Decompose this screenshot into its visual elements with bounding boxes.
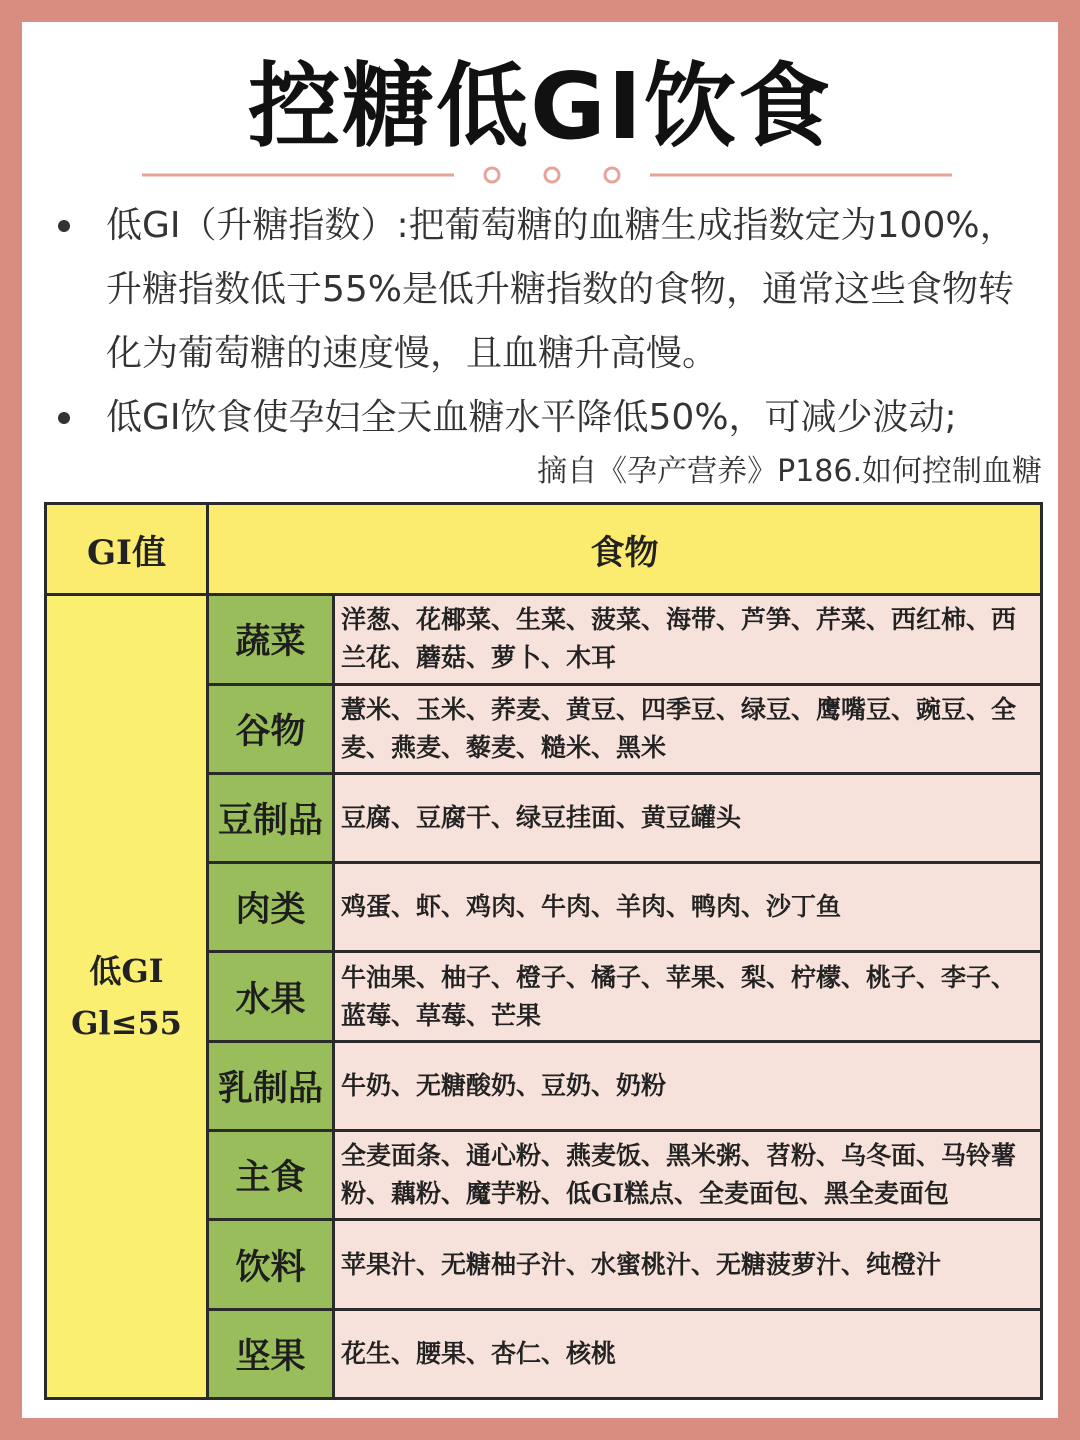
bullet-dot-icon [58, 220, 70, 232]
bullet-text: 低GI饮食使孕妇全天血糖水平降低50%，可减少波动; [106, 397, 957, 438]
bullet-item [48, 194, 1048, 386]
bullet-dot-icon [58, 412, 70, 424]
foods-cell: 豆腐、豆腐干、绿豆挂面、黄豆罐头 [334, 773, 1042, 862]
category-cell: 谷物 [208, 684, 334, 773]
header-gi-value: GI值 [46, 504, 208, 595]
bullet-text: 低GI（升糖指数）:把葡萄糖的血糖生成指数定为100%，升糖指数低于55%是低升糖指数的食物，通常这些食物转化为葡萄糖的速度慢，且血糖升高慢。 [106, 205, 1016, 374]
foods-cell: 牛奶、无糖酸奶、豆奶、奶粉 [334, 1041, 1042, 1130]
foods-cell: 牛油果、柚子、橙子、橘子、苹果、梨、柠檬、桃子、李子、蓝莓、草莓、芒果 [334, 952, 1042, 1041]
bullet-item [48, 386, 1048, 450]
intro-bullets [48, 194, 1048, 450]
foods-cell: 苹果汁、无糖柚子汁、水蜜桃汁、无糖菠萝汁、纯橙汁 [334, 1220, 1042, 1309]
gi-level-cell [46, 595, 208, 1399]
category-cell: 水果 [208, 952, 334, 1041]
foods-cell: 洋葱、花椰菜、生菜、菠菜、海带、芦笋、芹菜、西红柿、西兰花、蘑菇、萝卜、木耳 [334, 595, 1042, 684]
category-cell: 乳制品 [208, 1041, 334, 1130]
category-cell: 饮料 [208, 1220, 334, 1309]
category-cell: 豆制品 [208, 773, 334, 862]
category-cell: 主食 [208, 1131, 334, 1220]
source-citation: 摘自《孕产营养》P186.如何控制血糖 [537, 454, 1042, 489]
foods-cell: 薏米、玉米、荞麦、黄豆、四季豆、绿豆、鹰嘴豆、豌豆、全麦、燕麦、藜麦、糙米、黑米 [334, 684, 1042, 773]
table-row [46, 595, 1042, 684]
gi-level-label: 低GI [89, 951, 164, 990]
category-cell: 蔬菜 [208, 595, 334, 684]
foods-cell: 花生、腰果、杏仁、核桃 [334, 1309, 1042, 1398]
gi-food-table [44, 502, 1043, 1400]
header-food: 食物 [208, 504, 1042, 595]
page-title: 控糖低GI饮食 [248, 53, 832, 160]
category-cell: 肉类 [208, 863, 334, 952]
content-card [22, 22, 1058, 1418]
foods-cell: 鸡蛋、虾、鸡肉、牛肉、羊肉、鸭肉、沙丁鱼 [334, 863, 1042, 952]
category-cell: 坚果 [208, 1309, 334, 1398]
decorative-divider [22, 160, 1058, 190]
gi-range-label: Gl≤55 [71, 1003, 182, 1042]
foods-cell: 全麦面条、通心粉、燕麦饭、黑米粥、苕粉、乌冬面、马铃薯粉、藕粉、魔芋粉、低GI糕点、全麦面包、黑全麦面包 [334, 1131, 1042, 1220]
